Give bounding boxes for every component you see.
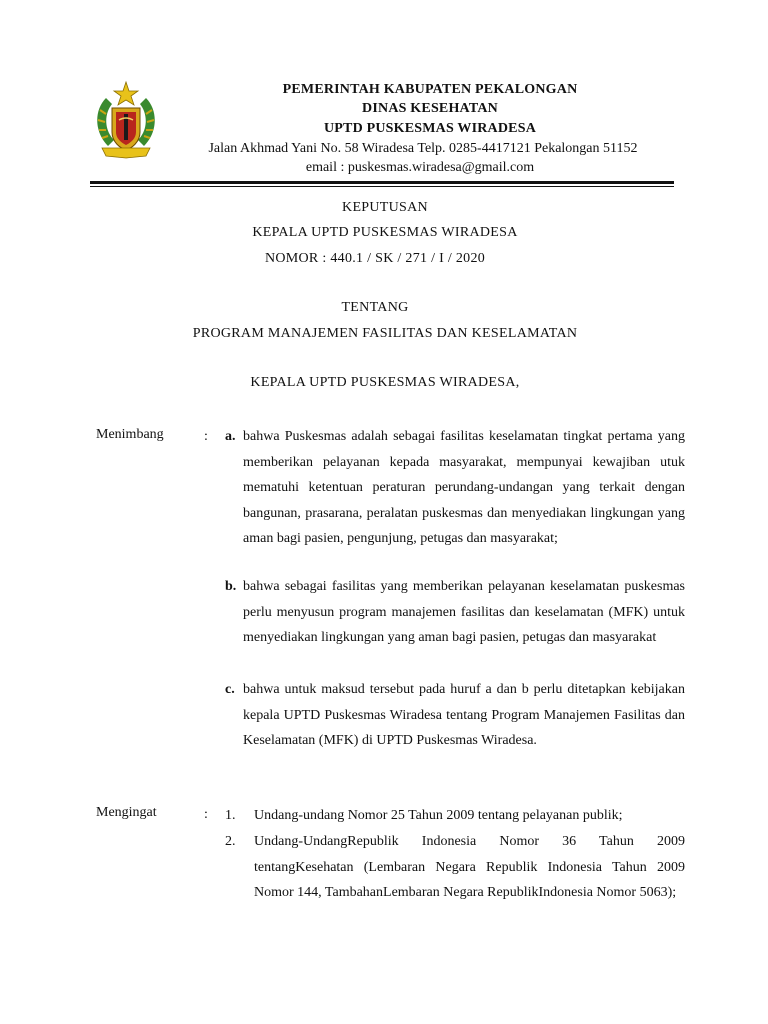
recalling-item-marker: 1. <box>225 808 236 823</box>
considering-item-marker: c. <box>225 682 235 697</box>
decree-subject: PROGRAM MANAJEMEN FASILITAS DAN KESELAMATAN <box>192 326 578 341</box>
letterhead-email: email : puskesmas.wiradesa@gmail.com <box>305 160 535 175</box>
decree-about-label: TENTANG <box>341 300 409 315</box>
considering-item-text: bahwa untuk maksud tersebut pada huruf a dan b perlu ditetapkan kebijakan kepala UPTD Puskesmas Wiradesa tentang Program Manajemen Fasilitas dan Keselamatan (MFK) di UPTD Puskesmas Wiradesa. <box>243 682 685 748</box>
considering-item-marker: b. <box>225 579 237 594</box>
recalling-label: Mengingat <box>96 805 157 820</box>
considering-colon: : <box>204 429 208 444</box>
recalling-item-text: Undang-undang Nomor 25 Tahun 2009 tentang pelayanan publik; <box>254 808 623 823</box>
letterhead-divider <box>90 181 674 184</box>
letterhead-government: PEMERINTAH KABUPATEN PEKALONGAN <box>282 82 578 97</box>
regency-emblem-icon <box>92 80 160 162</box>
letterhead-divider-thin <box>90 186 674 187</box>
considering-label: Menimbang <box>96 427 164 442</box>
letterhead-unit: UPTD PUSKESMAS WIRADESA <box>323 121 537 136</box>
letterhead-address: Jalan Akhmad Yani No. 58 Wiradesa Telp. 0285-4417121 Pekalongan 51152 <box>208 141 638 156</box>
considering-item-marker: a. <box>225 429 236 444</box>
recalling-item-text: Undang-UndangRepublik Indonesia Nomor 36 Tahun 2009 tentangKesehatan (Lembaran Negara Republik Indonesia Tahun 2009 Nomor 144, TambahanLembaran Negara RepublikIndonesia Nomor 5063); <box>254 834 685 900</box>
decree-number: NOMOR : 440.1 / SK / 271 / I / 2020 <box>264 251 486 266</box>
decree-issuer-salutation: KEPALA UPTD PUSKESMAS WIRADESA, <box>250 375 520 390</box>
considering-item-text: bahwa Puskesmas adalah sebagai fasilitas keselamatan tingkat pertama yang memberikan pelayanan kepada masyarakat, mempunyai kewajiban utuk mematuhi ketentuan peraturan perundang-undangan yang terkait dengan bangunan, prasarana, peralatan puskesmas dan menyediakan lingkungan yang aman bagi pasien, pengunjung, petugas dan masyarakat; <box>243 429 685 546</box>
recalling-colon: : <box>204 807 208 822</box>
considering-item-text: bahwa sebagai fasilitas yang memberikan pelayanan keselamatan puskesmas perlu menyusun program manajemen fasilitas dan keselamatan (MFK) untuk menyediakan lingkungan yang aman bagi pasien, petugas dan masyarakat <box>243 579 685 645</box>
letterhead-department: DINAS KESEHATAN <box>362 101 498 116</box>
decree-type: KEPUTUSAN <box>342 200 428 215</box>
decree-issuer: KEPALA UPTD PUSKESMAS WIRADESA <box>252 225 518 240</box>
recalling-item-marker: 2. <box>225 834 236 849</box>
